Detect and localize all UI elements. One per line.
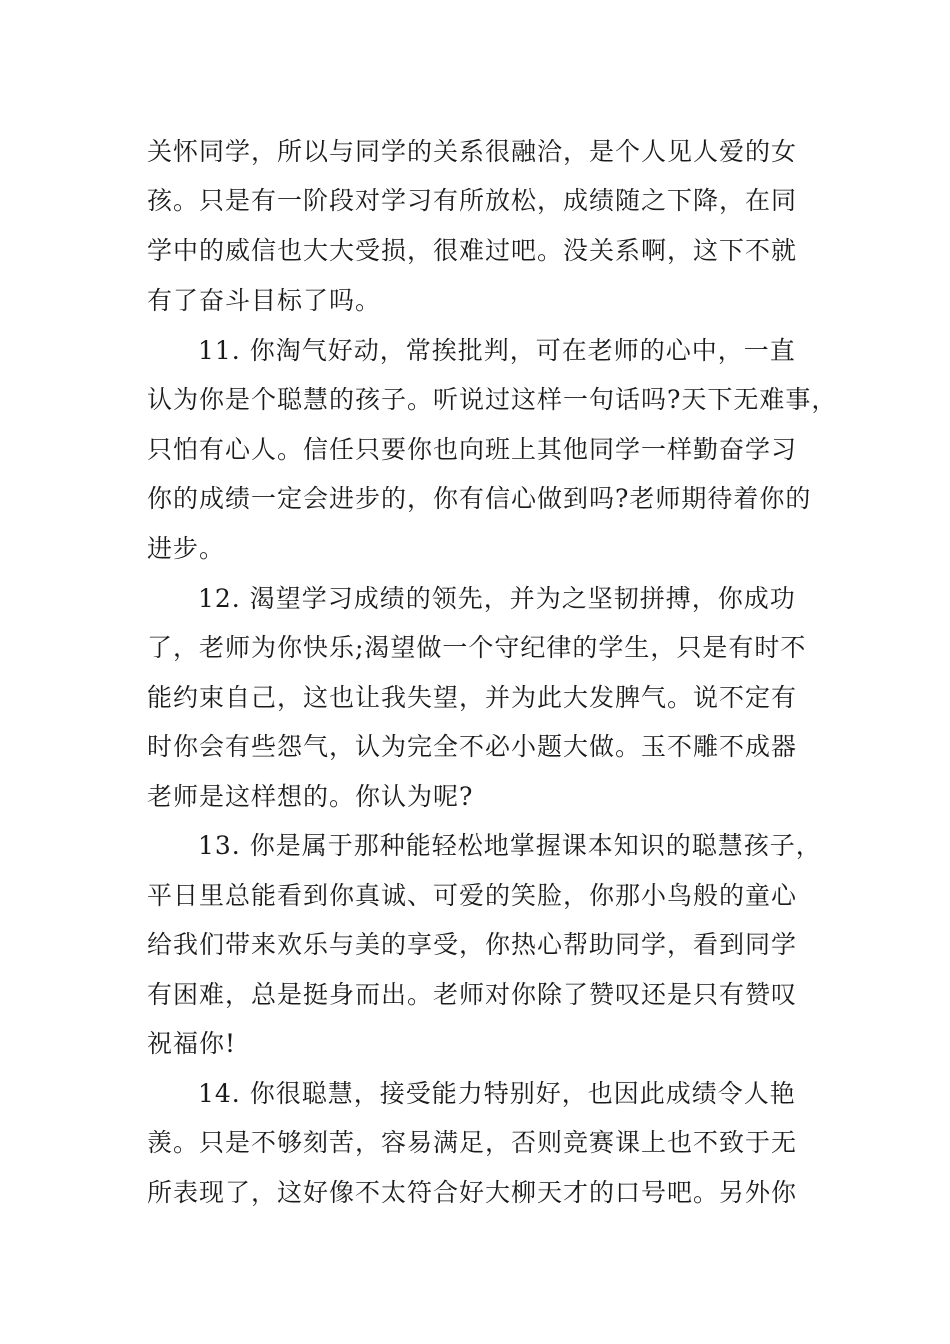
text-line-19: 祝福你! (147, 1029, 237, 1058)
paragraph-13-first-line: 13. 你是属于那种能轻松地掌握课本知识的聪慧孩子， (198, 831, 822, 860)
paragraph-11-first-line: 11. 你淘气好动，常挨批判，可在老师的心中，一直 (198, 336, 796, 365)
text-line-1: 关怀同学，所以与同学的关系很融洽，是个人见人爱的女 (147, 137, 798, 166)
text-line-13: 时你会有些怨气，认为完全不必小题大做。玉不雕不成器 (147, 732, 798, 761)
paragraph-12-first-line: 12. 渴望学习成绩的领先，并为之坚韧拼搏，你成功 (198, 584, 796, 613)
text-line-7: 只怕有心人。信任只要你也向班上其他同学一样勤奋学习 (147, 435, 798, 464)
text-line-3: 学中的威信也大大受损，很难过吧。没关系啊，这下不就 (147, 236, 798, 265)
text-line-16: 平日里总能看到你真诚、可爱的笑脸，你那小鸟般的童心 (147, 881, 798, 910)
text-line-22: 所表现了，这好像不太符合好大柳天才的口号吧。另外你 (147, 1178, 798, 1207)
text-line-2: 孩。只是有一阶段对学习有所放松，成绩随之下降，在同 (147, 186, 798, 215)
text-line-11: 了，老师为你快乐;渴望做一个守纪律的学生，只是有时不 (147, 633, 807, 662)
text-line-6: 认为你是个聪慧的孩子。听说过这样一句话吗?天下无难事， (147, 385, 838, 414)
text-line-12: 能约束自己，这也让我失望，并为此大发脾气。说不定有 (147, 683, 798, 712)
text-line-4: 有了奋斗目标了吗。 (147, 286, 382, 315)
paragraph-14-first-line: 14. 你很聪慧，接受能力特别好，也因此成绩令人艳 (198, 1079, 796, 1108)
text-line-9: 进步。 (147, 534, 226, 563)
text-line-21: 羡。只是不够刻苦，容易满足，否则竞赛课上也不致于无 (147, 1128, 798, 1157)
text-line-18: 有困难，总是挺身而出。老师对你除了赞叹还是只有赞叹 (147, 980, 798, 1009)
text-line-17: 给我们带来欢乐与美的享受，你热心帮助同学，看到同学 (147, 930, 798, 959)
text-line-8: 你的成绩一定会进步的，你有信心做到吗?老师期待着你的 (147, 484, 812, 513)
text-line-14: 老师是这样想的。你认为呢? (147, 782, 474, 811)
